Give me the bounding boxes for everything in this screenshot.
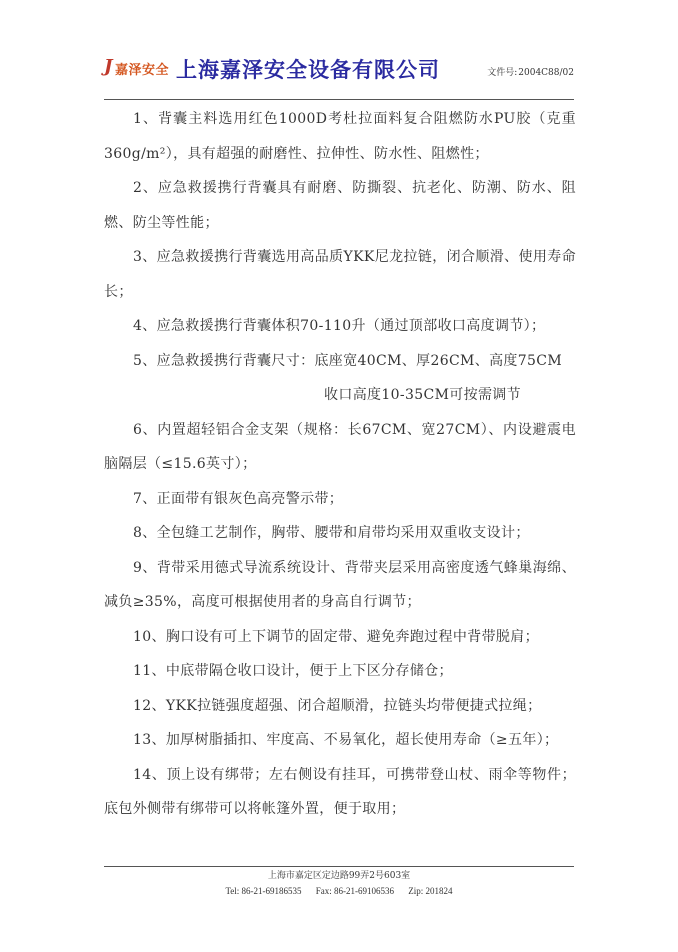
company-name: 上海嘉泽安全设备有限公司 <box>176 58 440 82</box>
footer-contact <box>104 884 574 898</box>
spec-list <box>104 102 576 827</box>
spec-item-8: 8、全包缝工艺制作，胸带、腰带和肩带均采用双重收支设计； <box>133 525 530 541</box>
spec-item-9: 9、背带采用德式导流系统设计、背带夹层采用高密度透气蜂巢海绵、减负≥35%，高度可根据使用者的身高自行调节； <box>104 559 576 610</box>
footer-divider <box>104 866 574 867</box>
spec-item-10: 10、胸口设有可上下调节的固定带、避免奔跑过程中背带脱肩； <box>133 628 539 645</box>
document-number <box>487 65 574 78</box>
document-number-label: 文件号: <box>487 68 518 78</box>
spec-item-3: 3、应急救援携行背囊选用高品质YKK尼龙拉链，闭合顺滑、使用寿命长； <box>104 249 576 300</box>
spec-item-7: 7、正面带有银灰色高亮警示带； <box>133 490 344 507</box>
footer-address: 上海市嘉定区定边路99弄2号603室 <box>267 871 411 881</box>
header-divider <box>104 99 574 100</box>
footer-fax: Fax: 86-21-69106536 <box>315 886 395 896</box>
footer-zip: Zip: 201824 <box>408 886 453 896</box>
logo-text: 嘉泽安全 <box>115 63 170 78</box>
document-header <box>104 52 576 86</box>
footer-tel: Tel: 86-21-69186535 <box>225 886 302 896</box>
spec-item-12: 12、YKK拉链强度超强、闭合超顺滑，拉链头均带便捷式拉绳； <box>133 697 542 714</box>
logo-mark-icon: J <box>104 56 113 77</box>
spec-item-6: 6、内置超轻铝合金支架（规格：长67CM、宽27CM）、内设避震电脑隔层（≤15.6英寸）； <box>104 421 576 472</box>
spec-item-5-continuation: 收口高度10-35CM可按需调节 <box>324 387 522 403</box>
spec-item-5: 5、应急救援携行背囊尺寸：底座宽40CM、厚26CM、高度75CM <box>133 352 563 369</box>
spec-item-13: 13、加厚树脂插扣、牢度高、不易氧化，超长使用寿命（≥五年）； <box>133 732 559 748</box>
spec-item-11: 11、中底带隔仓收口设计，便于上下区分存储仓； <box>133 663 453 679</box>
document-footer <box>104 868 574 898</box>
spec-item-14: 14、顶上设有绑带；左右侧设有挂耳，可携带登山杖、雨伞等物件；底包外侧带有绑带可以将帐篷外置，便于取用； <box>104 766 576 817</box>
spec-item-2: 2、应急救援携行背囊具有耐磨、防撕裂、抗老化、防潮、防水、阻燃、防尘等性能； <box>104 180 576 231</box>
spec-item-4: 4、应急救援携行背囊体积70-110升（通过顶部收口高度调节）； <box>133 318 546 334</box>
spec-item-1: 1、背囊主料选用红色1000D考杜拉面料复合阻燃防水PU胶（克重360g/m²），具有超强的耐磨性、拉伸性、防水性、阻燃性； <box>104 111 576 162</box>
document-number-value: 2004C88/02 <box>518 68 574 78</box>
